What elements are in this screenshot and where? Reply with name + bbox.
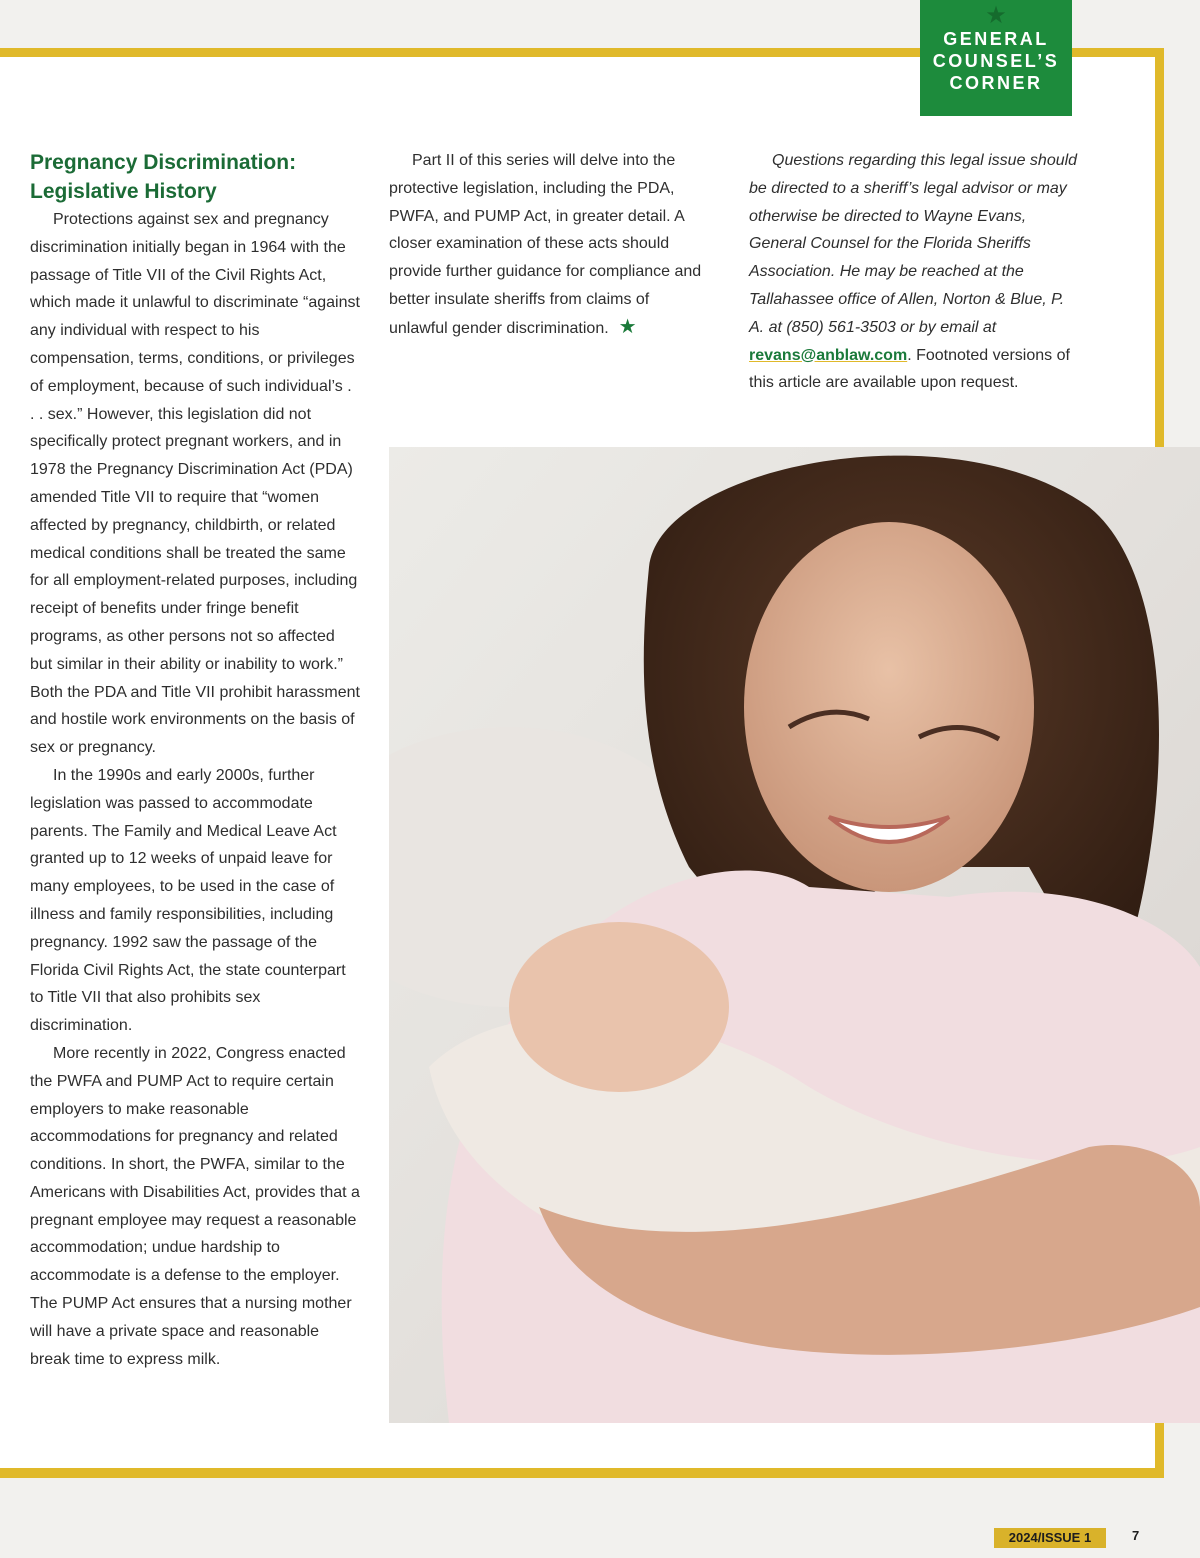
email-link[interactable]: revans@anblaw.com: [749, 346, 908, 364]
end-star-icon: ★: [618, 315, 637, 338]
badge-line-1: GENERAL: [943, 29, 1049, 49]
paragraph: [389, 147, 707, 343]
frame-right-rule: [1155, 48, 1164, 448]
frame-bottom-rule: [0, 1468, 1164, 1478]
issue-label: 2024/ISSUE 1: [994, 1528, 1106, 1548]
paragraph: More recently in 2022, Congress enacted the PWFA and PUMP Act to require certain employers to make reasonable accommodations for pregnancy and related conditions. In short, the PWFA, similar to the Americans with Disabilities Act, provides that a pregnant employee may request a reasonable accommodation; undue hardship to accommodate is a defense to the employer. The PUMP Act ensures that a nursing mother will have a private space and reasonable break time to express milk.: [30, 1044, 360, 1368]
article-column-3: [749, 147, 1079, 397]
section-badge: [920, 0, 1072, 116]
article-heading-line-1: Pregnancy Discrimination:: [30, 151, 297, 174]
article-column-1: [30, 148, 360, 1373]
article-heading-line-2: Legislative History: [30, 180, 217, 203]
mother-holding-newborn-photo: [389, 447, 1200, 1423]
badge-line-2: COUNSEL’S: [932, 51, 1060, 71]
paragraph-text: Part II of this series will delve into the protective legislation, including the PDA, PWFA, and PUMP Act, in greater detail. A closer examination of these acts should provide further guidance for compliance and better insulate sheriffs from claims of unlawful gender discrimination.: [389, 152, 702, 337]
paragraph: Protections against sex and pregnancy discrimination initially began in 1964 with the passage of Title VII of the Civil Rights Act, which made it unlawful to discriminate “against any individual with respect to his compensation, terms, conditions, or privileges of employment, because of such individual’s . . . sex.” However, this legislation did not specifically protect pregnant workers, and in 1978 the Pregnancy Discrimination Act (PDA) amended Title VII to require that “women affected by pregnancy, childbirth, or related medical conditions shall be treated the same for all employment-related purposes, including receipt of benefits under fringe benefit programs, as other persons not so affected but similar in their ability or inability to work.” Both the PDA and Title VII prohibit harassment and hostile work environments on the basis of sex or pregnancy.: [30, 211, 360, 757]
page-number: 7: [1132, 1528, 1140, 1543]
contact-paragraph: [749, 147, 1079, 397]
contact-text: Questions regarding this legal issue should be directed to a sheriff’s legal advisor or may otherwise be directed to Wayne Evans, General Counsel for the Florida Sheriffs Association. He may be reached at the Tallahassee office of Allen, Norton & Blue, P. A. at (850) 561-3503 or by email at: [749, 152, 1078, 336]
badge-line-3: CORNER: [949, 73, 1043, 93]
article-column-2: [389, 147, 707, 343]
contact-text-after: . Footnoted versions of this article are available upon request.: [749, 346, 1070, 392]
paragraph: In the 1990s and early 2000s, further legislation was passed to accommodate parents. The Family and Medical Leave Act granted up to 12 weeks of unpaid leave for many employees, to be used in the case of illness and family responsibilities, including pregnancy. 1992 saw the passage of the Florida Civil Rights Act, the state counterpart to Title VII that also prohibits sex discrimination.: [30, 766, 346, 1035]
article-heading: [30, 148, 360, 206]
star-icon: ★: [985, 2, 1007, 29]
